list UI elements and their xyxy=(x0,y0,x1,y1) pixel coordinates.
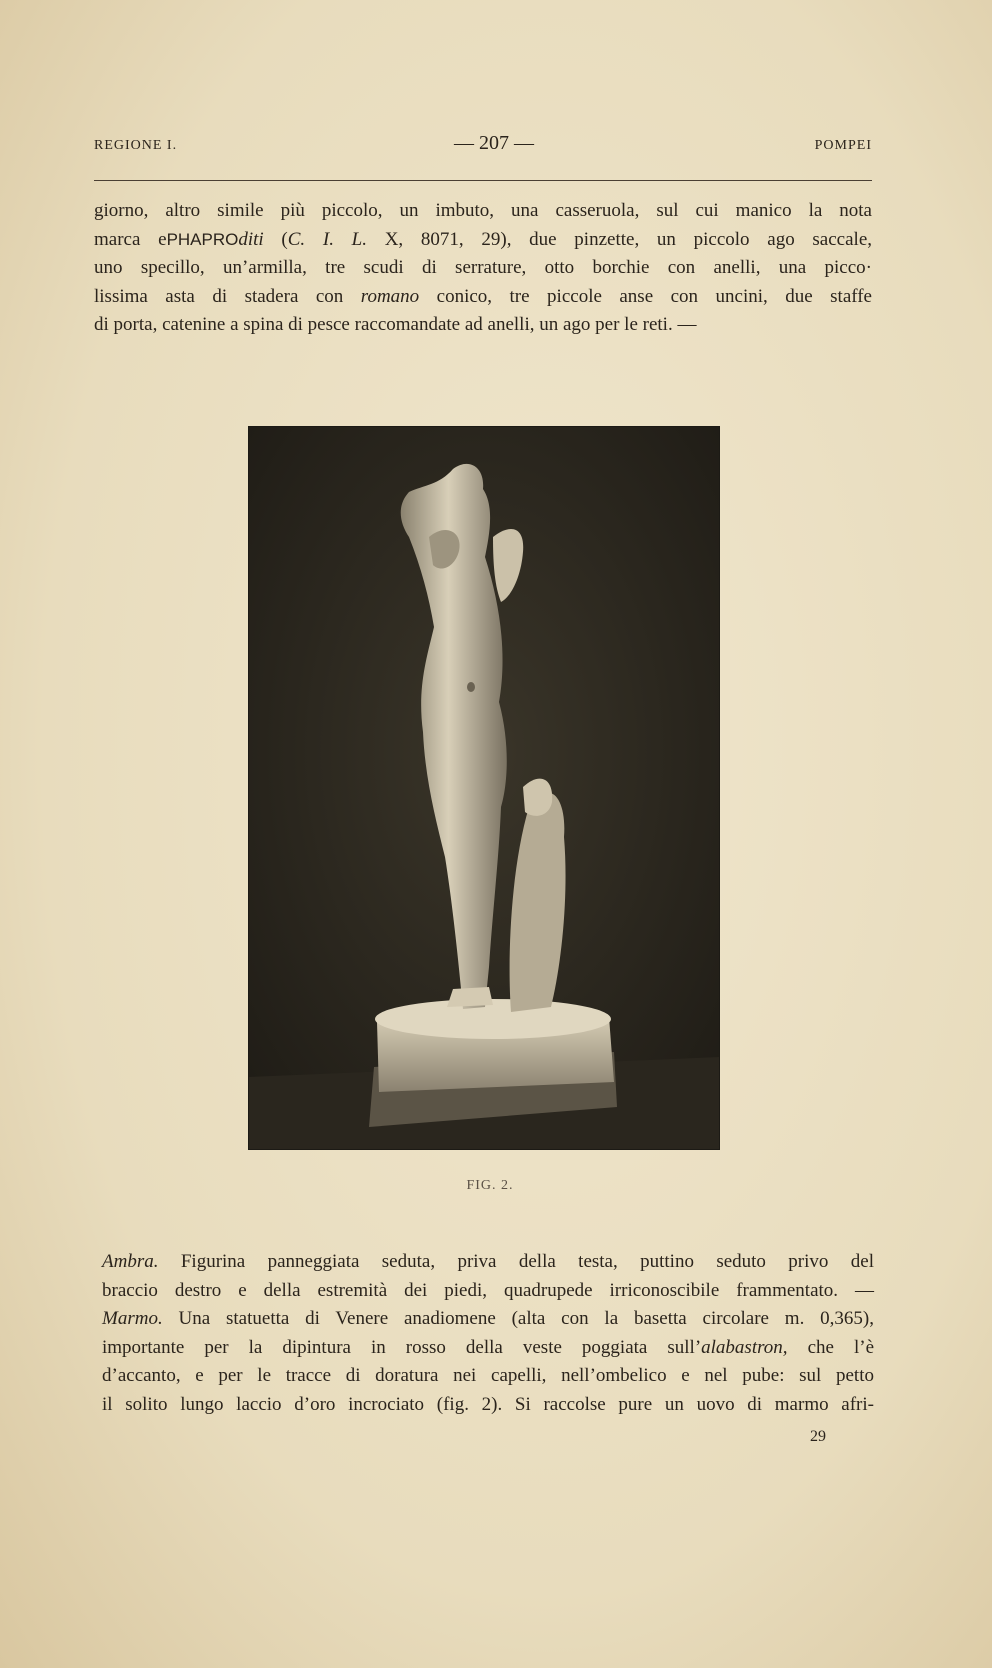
statue-photograph xyxy=(248,426,720,1150)
text-line: il solito lungo laccio d’oro incrociato (fig. 2). Si raccolse pure un uovo di marmo afri- xyxy=(102,1393,874,1415)
text-line: uno specillo, un’armilla, tre scudi di serrature, otto borchie con anelli, una picco· xyxy=(94,257,872,278)
venus-statue-image xyxy=(249,427,719,1149)
page-number: — 207 — xyxy=(454,132,534,154)
text-line: di porta, catenine a spina di pesce raccomandate ad anelli, un ago per le reti. — xyxy=(94,314,697,335)
text-line: braccio destro e della estremità dei piedi, quadrupede irriconoscibile frammentato. — xyxy=(102,1279,874,1301)
header-rule xyxy=(94,180,872,181)
text-line: d’accanto, e per le tracce di doratura nei capelli, nell’ombelico e nel pube: sul petto xyxy=(102,1365,874,1386)
text-line: importante per la dipintura in rosso della veste poggiata sull’alabastron, che l’è xyxy=(102,1336,875,1358)
header-region: REGIONE I. xyxy=(94,138,178,153)
signature-mark: 29 xyxy=(810,1428,826,1445)
text-line: Marmo. Una statuetta di Venere anadiomene (alta con la basetta circolare m. 0,365), xyxy=(102,1308,874,1329)
text-line: marca ePHAPROditi (C. I. L. X, 8071, 29), due pinzette, un piccolo ago saccale, xyxy=(94,228,872,250)
text-line: Ambra. Figurina panneggiata seduta, priva della testa, puttino seduto privo del xyxy=(102,1251,874,1272)
figure-caption: FIG. 2. xyxy=(466,1178,514,1193)
running-header xyxy=(94,132,872,160)
text-line: giorno, altro simile più piccolo, un imbuto, una casseruola, sul cui manico la nota xyxy=(94,200,872,221)
bottom-paragraph xyxy=(102,1248,874,1419)
text-line: lissima asta di stadera con romano conico, tre piccole anse con uncini, due staffe xyxy=(94,285,872,307)
top-paragraph xyxy=(94,197,872,340)
header-place: POMPEI xyxy=(814,138,872,153)
